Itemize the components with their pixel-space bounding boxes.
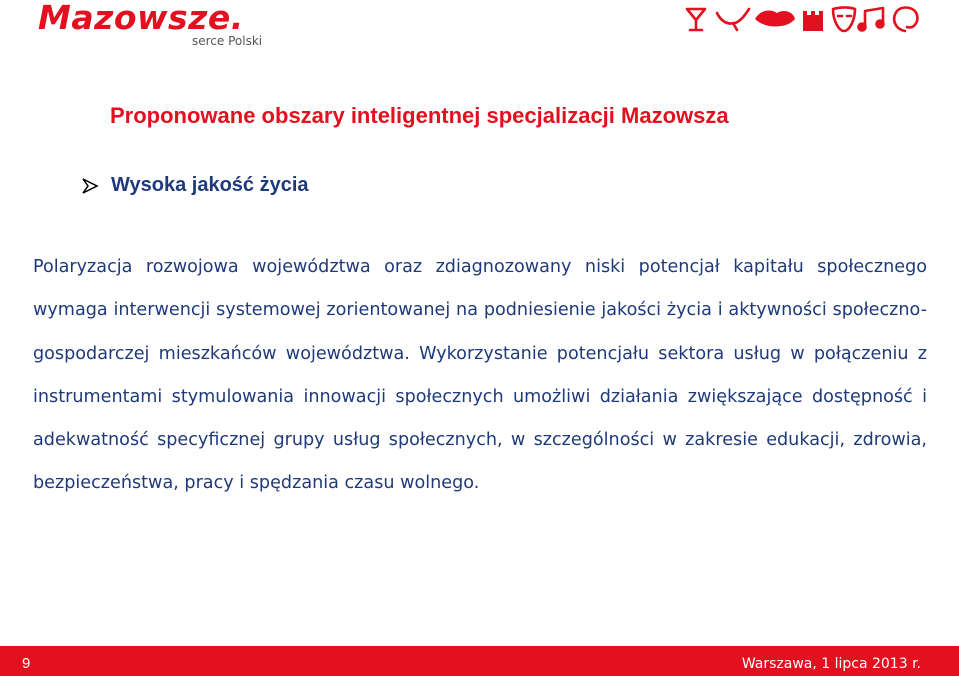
page-number: 9 [22, 655, 31, 672]
logo-tagline: serce Polski [192, 34, 263, 48]
logo-wordmark: Mazowsze. [38, 0, 244, 37]
footer-bar [0, 646, 959, 676]
bird-icon [717, 9, 749, 30]
footer-date: Warszawa, 1 lipca 2013 r. [741, 656, 921, 672]
body-paragraph: Polaryzacja rozwojowa województwa oraz zdiagnozowany niski potencjał kapitału społecznego wymaga interwencji systemowej zorientowanej na podniesienie jakości życia i aktywności społeczno-gospodarczej mieszkańców województwa. Wykorzystanie potencjału sektora usług w połączeniu z instrumentami stymulowania innowacji społecznych umożliwi działania zwiększające dostępność i adekwatność specyficznej grupy usług społecznych, w szczególności w zakresie edukacji, zdrowia, bezpieczeństwa, pracy i spędzania czasu wolnego. [33, 257, 927, 494]
glass-icon [687, 9, 705, 30]
music-note-icon [859, 8, 884, 31]
castle-icon [803, 11, 823, 31]
bullet-heading-text: Wysoka jakość życia [111, 174, 309, 196]
header-icon-strip [683, 3, 923, 35]
lips-icon [755, 11, 795, 27]
bullet-heading [81, 174, 309, 197]
mazowsze-logo [38, 2, 278, 50]
mask-icon [833, 8, 855, 32]
slide-title: Proponowane obszary inteligentnej specjalizacji Mazowsza [110, 103, 729, 128]
arrow-bullet-icon [81, 177, 99, 195]
sprout-icon [894, 8, 917, 31]
